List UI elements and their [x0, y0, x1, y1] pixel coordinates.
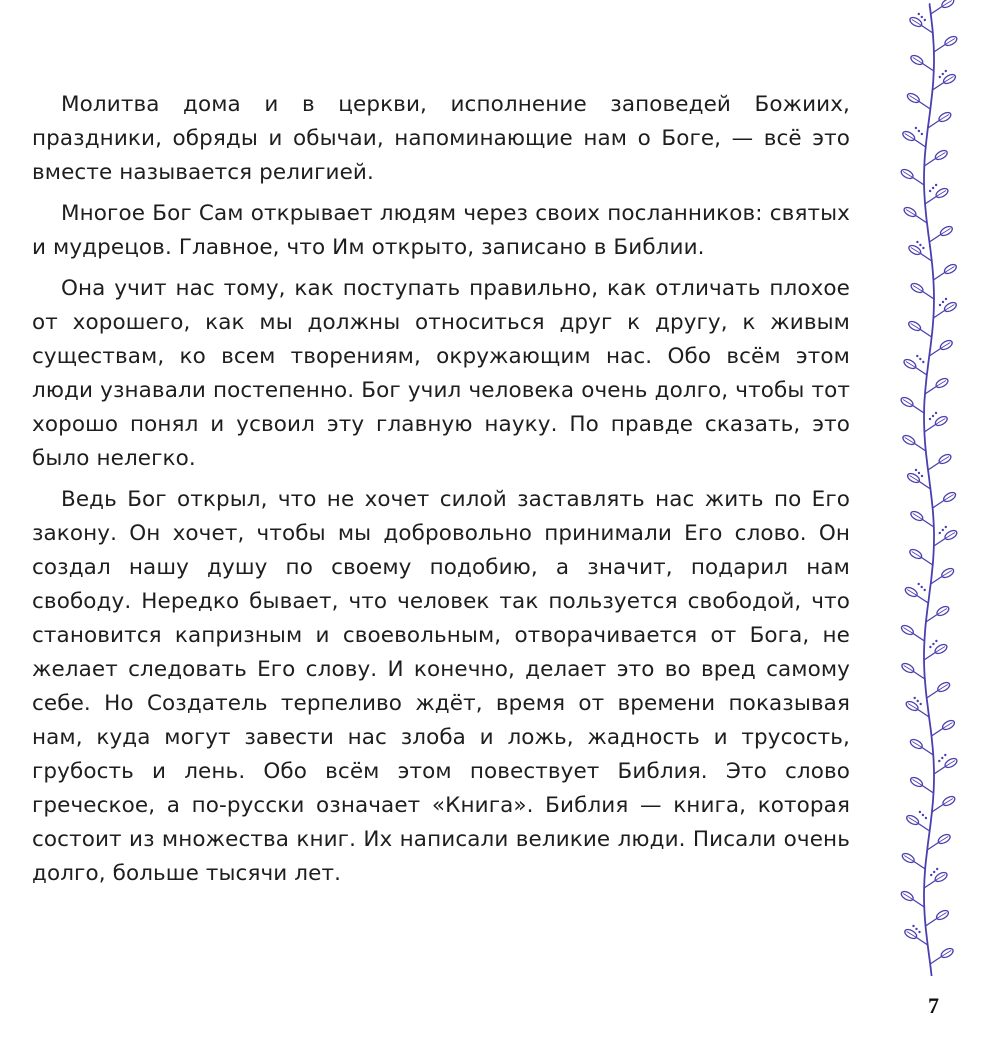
leaf-icon — [933, 263, 957, 280]
vine-dot — [918, 472, 920, 474]
leaf-icon — [900, 662, 924, 679]
vine-dot — [935, 184, 937, 186]
vine-dot — [945, 298, 947, 300]
vine-dot — [917, 700, 919, 702]
leaf-icon — [906, 92, 930, 109]
leaf-icon — [908, 16, 932, 33]
vine-dot — [942, 301, 944, 303]
vine-dot — [915, 127, 917, 129]
vine-dot — [932, 643, 934, 645]
vine-dot — [919, 811, 921, 813]
leaf-icon — [925, 377, 949, 394]
vine-dot — [945, 526, 947, 528]
leaf-icon — [903, 928, 927, 945]
vine-dot — [919, 358, 921, 360]
leaf-icon — [908, 548, 932, 565]
leaf-icon — [927, 833, 951, 850]
leaf-icon — [909, 510, 933, 527]
vine-dot — [914, 697, 916, 699]
vine-dot — [930, 874, 932, 876]
vine-dot — [939, 532, 941, 534]
vine-dot — [916, 355, 918, 357]
leaf-icon — [924, 149, 948, 166]
vine-dot — [944, 754, 946, 756]
paragraph-3: Она учит нас тому, как поступать правильно, как отличать плохое от хорошего, как мы должны относиться друг к другу, к живым существам, ко всем творениям, окружающим нас. Обо всём этом люди узнавали постепенно. Бог учил человека очень долго, чтобы тот хорошо понял и усвоил эту главную науку. По правде сказать, это было нелегко. — [32, 276, 850, 471]
page-number: 7 — [928, 993, 939, 1018]
vine-dot — [924, 19, 926, 21]
leaf-icon — [901, 434, 925, 451]
leaf-icon — [928, 111, 952, 128]
paragraph-1: Молитва дома и в церкви, исполнение заповедей Божиих, праздники, обряды и обычаи, напоминающие нам о Боге, — всё это вместе называется религией. — [32, 92, 850, 185]
paragraph-2: Многое Бог Сам открывает людям через своих посланников: святых и мудрецов. Главное, что Им открыто, записано в Библии. — [32, 201, 850, 260]
leaf-icon — [933, 491, 957, 508]
leaf-icon — [901, 852, 925, 869]
vine-dot — [916, 241, 918, 243]
leaf-icon — [909, 738, 933, 755]
leaf-icon — [925, 187, 949, 204]
leaf-icon — [905, 814, 929, 831]
leaf-icon — [903, 206, 927, 223]
leaf-icon — [926, 909, 950, 926]
leaf-icon — [924, 415, 948, 432]
body-text — [32, 88, 850, 898]
vine-dot — [939, 76, 941, 78]
vine-dot — [935, 640, 937, 642]
vine-dot — [938, 760, 940, 762]
vine-dot — [921, 586, 923, 588]
leaf-icon — [932, 719, 956, 736]
leaf-icon — [900, 396, 924, 413]
leaf-icon — [929, 225, 953, 242]
leaf-icon — [905, 700, 929, 717]
vine-dot — [919, 244, 921, 246]
leaf-icon — [902, 358, 926, 375]
vine-dot — [922, 247, 924, 249]
vine-dot — [933, 871, 935, 873]
vine-dot — [932, 187, 934, 189]
vine-dot — [915, 928, 917, 930]
leaf-icon — [909, 54, 933, 71]
leaf-icon — [904, 586, 928, 603]
vine-dot — [939, 304, 941, 306]
leaf-icon — [910, 282, 934, 299]
leaf-icon — [934, 757, 958, 774]
vine-dot — [929, 190, 931, 192]
vine-dot — [936, 868, 938, 870]
leaf-icon — [900, 624, 924, 641]
vine-dot — [918, 130, 920, 132]
leaf-icon — [906, 472, 930, 489]
leaf-icon — [900, 168, 924, 185]
leaf-icon — [934, 35, 958, 52]
vine-dot — [918, 583, 920, 585]
vine-dot — [921, 133, 923, 135]
vine-dot — [941, 757, 943, 759]
leaf-icon — [934, 529, 958, 546]
vine-dot — [915, 469, 917, 471]
leaf-icon — [907, 320, 931, 337]
leaf-icon — [932, 795, 956, 812]
vine-dot — [925, 817, 927, 819]
vine-dot — [918, 931, 920, 933]
vine-dot — [921, 16, 923, 18]
vine-dot — [920, 703, 922, 705]
leaf-icon — [900, 890, 924, 907]
vine-dot — [932, 415, 934, 417]
leaf-icon — [933, 73, 957, 90]
vine-dot — [912, 925, 914, 927]
vine-dot — [929, 418, 931, 420]
vine-dot — [922, 361, 924, 363]
leaf-icon — [930, 947, 954, 964]
leaf-icon — [907, 244, 931, 261]
paragraph-4: Ведь Бог открыл, что не хочет силой заставлять нас жить по Его закону. Он хочет, чтобы мы добровольно принимали Его слово. Он создал нашу душу по своему подобию, а значит, подарил нам свободу. Нередко бывает, что человек так пользуется свободой, что становится капризным и своевольным, отворачивается от Бога, не желает следовать Его слову. И конечно, делает это во вред самому себе. Но Создатель терпеливо ждёт, время от времени показывая нам, куда могут завести нас злоба и ложь, жадность и трусость, грубость и лень. Обо всём этом повествует Библия. Это слово греческое, а по-русски означает «Книга». Библия — книга, которая состоит из множества книг. Их написали великие люди. Писали очень долго, больше тысячи лет. — [32, 487, 850, 886]
vine-dot — [924, 589, 926, 591]
leaf-icon — [926, 605, 950, 622]
leaf-icon — [924, 643, 948, 660]
vine-dot — [918, 13, 920, 15]
leaf-icon — [928, 453, 952, 470]
leaf-icon — [901, 130, 925, 147]
vine-dot — [945, 70, 947, 72]
leaf-icon — [933, 301, 957, 318]
vine-dot — [929, 646, 931, 648]
leaf-icon — [924, 871, 948, 888]
leaf-icon — [909, 776, 933, 793]
vine-border-icon — [893, 0, 965, 985]
vine-dot — [921, 475, 923, 477]
leaf-icon — [931, 567, 955, 584]
vine-dot — [922, 814, 924, 816]
vine-dot — [942, 73, 944, 75]
leaf-icon — [927, 681, 951, 698]
leaf-icon — [931, 0, 955, 14]
vine-dot — [942, 529, 944, 531]
leaf-icon — [929, 339, 953, 356]
vine-dot — [935, 412, 937, 414]
